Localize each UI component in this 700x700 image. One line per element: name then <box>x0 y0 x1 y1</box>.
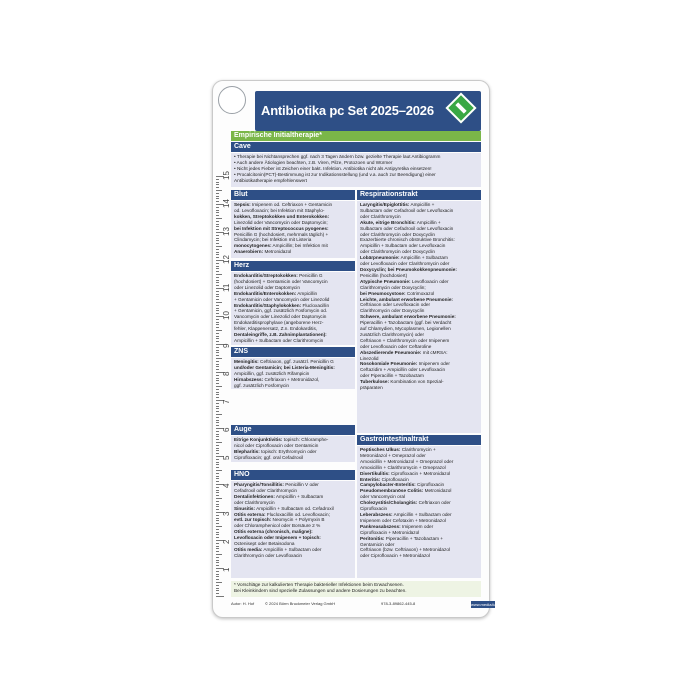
ruler-tick <box>216 305 219 306</box>
resp-line: Sulbactam oder Cefadroxil oder Levofloxacin <box>360 207 454 213</box>
hno-line: Dentalinfektionen: Ampicillin + Sulbactam <box>234 493 324 499</box>
ruler-tick <box>216 478 219 479</box>
ruler-tick <box>216 324 219 325</box>
ruler-tick <box>216 198 219 199</box>
blut-box <box>231 201 355 258</box>
herz-line: + Gentamicin, ggf. zusätzlich Fosfomycin od. <box>234 308 328 314</box>
herz-line: (hochdosiert) + Gentamicin oder Vancomycin <box>234 278 328 284</box>
ruler-tick <box>216 210 219 211</box>
antibiotika-pocket-card <box>212 80 505 618</box>
resp-line: Ceftriaxon oder Levofloxacin oder <box>360 302 431 308</box>
hno-line: oder Chloramphenicol oder Borsäure 2 % <box>234 523 321 529</box>
resp-line: Akute, eitrige Bronchitis: Ampicillin + <box>360 219 441 225</box>
ruler-tick <box>216 313 219 314</box>
ruler-label: 11 <box>222 283 231 292</box>
herz-line: Endokarditisprophylaxe (angeborene Herz- <box>234 320 324 326</box>
resp-line: Schwere, ambulant erworbene Pneumonie: <box>360 314 456 320</box>
resp-line: bei Pneumocystose: Cotrimoxazol <box>360 290 435 296</box>
cave-heading: Cave <box>231 142 481 152</box>
zns-line: und/oder Gentamicin; bei Listeria-Meningitis: <box>234 364 335 370</box>
cave-line: Antibiotikatherapie empfehlenswert <box>234 177 307 183</box>
ruler-tick <box>216 501 219 502</box>
ruler-tick <box>216 408 219 409</box>
ruler-label: 15 <box>222 171 231 180</box>
gastro-line: Pankreasabszess: Imipenem oder <box>360 523 434 529</box>
ruler-tick <box>216 341 219 342</box>
footnote-line: * Vorschläge zur kalkulierten Therapie bakterieller Infektionen beim Erwachsenen. <box>234 582 404 587</box>
ruler-tick <box>216 383 219 384</box>
ruler-tick <box>216 302 222 303</box>
hno-line: Pharyngitis/Tonsillitis: Penicillin V oder <box>234 482 319 487</box>
ruler-tick <box>216 417 219 418</box>
zns-line: Hirnabszess: Ceftriaxon + Metronidazol, <box>234 376 320 382</box>
ruler-tick <box>216 551 219 552</box>
ruler-tick <box>216 588 219 589</box>
blut-line: bei Infektion mit Streptococcus pyogenes: <box>234 225 329 231</box>
ruler-tick <box>216 330 222 331</box>
ruler-tick <box>216 590 219 591</box>
publisher-logo-icon <box>445 92 476 123</box>
ruler-tick <box>216 414 222 415</box>
hno-heading: HNO <box>231 470 355 480</box>
resp-line: oder Clarithromycin oder Doxycyclin <box>360 231 436 237</box>
resp-line: präparaten <box>360 385 383 391</box>
ruler-tick <box>216 322 219 323</box>
hno-line: Octenisept oder Betaisodona <box>234 541 295 547</box>
herz-line: + Gentamicin oder Vancomycin oder Linezolid <box>234 296 330 302</box>
ruler-tick <box>216 576 219 577</box>
hno-line: Otitis media: Ampicillin + Sulbactam oder <box>234 546 322 552</box>
blut-line: Linezolid oder Vancomycin oder Daptomycin; <box>234 219 328 225</box>
resp-line: Penicillin (hochdosiert) <box>360 272 408 278</box>
ruler-tick <box>216 179 219 180</box>
hno-box <box>231 481 355 578</box>
ruler-tick <box>216 355 219 356</box>
ruler-tick <box>216 571 219 572</box>
hno-line: Otitis externa (chronisch, maligne): <box>234 529 313 535</box>
gastro-line: Leberabszess: Ampicillin + Sulbactam oder <box>360 511 452 517</box>
ruler-tick <box>216 263 219 264</box>
ruler-tick <box>216 299 219 300</box>
blut-heading: Blut <box>231 190 355 200</box>
ruler-tick <box>216 548 219 549</box>
resp-line: Nosokomiale Pneumonie: Imipenem oder <box>360 361 450 367</box>
ruler-label: 7 <box>222 399 231 404</box>
ruler-tick <box>216 481 219 482</box>
ruler-tick <box>216 184 219 185</box>
ruler-label: 14 <box>222 199 231 208</box>
hno-line: evtl. zur topisch: Neomycin + Polymyxin B <box>234 517 325 523</box>
ruler-tick <box>216 240 219 241</box>
resp-line: oder Levofloxacin oder Clarithromycin oder <box>360 261 450 267</box>
gastro-line: Cholezystitis/Cholangitis: Ceftriaxon oder <box>360 500 451 506</box>
cave-line: • Procalcitonin(PCT)-Bestimmung ist zur Indikationsstellung (und v.a. auch zur Beendigung) einer <box>234 171 436 177</box>
ruler-tick <box>216 364 219 365</box>
ruler-tick <box>216 294 219 295</box>
ruler-tick <box>216 406 219 407</box>
resp-line: Abszedierende Pneumonie: mit cMRSA: <box>360 349 448 355</box>
ruler-tick <box>216 224 219 225</box>
ruler-tick <box>216 182 219 183</box>
publisher-web-badge[interactable]: www.media4u.com <box>471 602 505 607</box>
ruler-tick <box>216 215 219 216</box>
ruler-tick <box>216 394 219 395</box>
ruler-tick <box>216 212 219 213</box>
ruler-tick <box>216 487 219 488</box>
gastro-line: Ciprofloxacin <box>360 506 388 512</box>
ruler-label: 9 <box>222 343 231 348</box>
ruler-label: 13 <box>222 227 231 236</box>
ruler-tick <box>216 252 219 253</box>
imprint-publisher: © 2024 Börm Bruckmeier Verlag GmbH <box>265 601 336 606</box>
ruler-tick <box>216 254 219 255</box>
hno-line: Clarithromycin oder Levofloxacin <box>234 552 302 558</box>
ruler-tick <box>216 495 219 496</box>
herz-line: Endokarditis/Streptokokken: Penicillin G <box>234 273 323 278</box>
ruler-tick <box>216 378 219 379</box>
ruler-tick <box>216 266 219 267</box>
ruler-tick <box>216 431 219 432</box>
cave-line: • Auch andere Ätiologien beachten, z.B. Viren, Pilze, Protozoen und Würmer <box>234 159 393 165</box>
blut-line: Sepsis: Imipenem od. Ceftriaxon + Gentamicin <box>234 202 333 207</box>
ruler-tick <box>216 420 219 421</box>
resp-line: Ampicillin + Sulbactam oder Levofloxacin <box>360 243 446 249</box>
ruler-tick <box>216 596 224 597</box>
ruler-tick <box>216 327 219 328</box>
herz-line: fehler, Klappenersatz, Z.n. Endokarditis, <box>234 326 318 332</box>
ruler-tick <box>216 246 222 247</box>
ruler <box>216 171 231 596</box>
ruler-tick <box>216 434 219 435</box>
blut-line: Clindamycin; bei Infektion mit Listeria <box>234 237 312 243</box>
blut-line: monocytogenes: Ampicillin; bei Infektion mit <box>234 243 328 249</box>
resp-line: Linezolid <box>360 355 379 361</box>
section-title: Empirische Initialtherapie* <box>231 131 481 141</box>
ruler-tick <box>216 280 219 281</box>
ruler-tick <box>216 308 219 309</box>
ruler-tick <box>216 436 219 437</box>
ruler-tick <box>216 439 219 440</box>
auge-line: nicol oder Ciprofloxacin oder Gentamicin <box>234 442 319 448</box>
gastro-line: Campylobacter-Enteritis: Ciprofloxacin <box>360 482 445 488</box>
ruler-tick <box>216 445 219 446</box>
ruler-tick <box>216 453 219 454</box>
ruler-tick <box>216 218 222 219</box>
cave-line: • Therapie bei Nichtansprechen ggf. nach 3 Tagen ändern bzw. gezielte Therapie laut Antibiogramm <box>234 154 441 159</box>
ruler-tick <box>216 470 222 471</box>
ruler-tick <box>216 336 219 337</box>
ruler-tick <box>216 201 219 202</box>
ruler-label: 12 <box>222 255 231 264</box>
ruler-tick <box>216 347 219 348</box>
gastro-line: Pseudomembranöse Colitis: Metronidazol <box>360 488 452 494</box>
ruler-tick <box>216 425 219 426</box>
ruler-tick <box>216 358 222 359</box>
ruler-tick <box>216 366 219 367</box>
blut-line: kokken, Streptokokken und Enterokokken: <box>234 213 330 219</box>
ruler-tick <box>216 585 219 586</box>
resp-line: Ceftriaxon + Clarithromycin oder Imipenem <box>360 337 450 343</box>
ruler-tick <box>216 274 222 275</box>
gastro-box <box>357 446 481 578</box>
gastro-line: Divertikulitis: Ciprofloxacin + Metronidazol <box>360 470 451 476</box>
herz-line: Endokarditis/Enterokokken: Ampicillin <box>234 290 318 296</box>
ruler-label: 5 <box>222 455 231 460</box>
hno-line: Levofloxacin oder Imipenem + topisch: <box>234 535 321 541</box>
ruler-tick <box>216 526 222 527</box>
ruler-tick <box>216 243 219 244</box>
ruler-tick <box>216 574 219 575</box>
card-title: Antibiotika pc Set 2025–2026 <box>261 103 434 118</box>
ruler-tick <box>216 557 219 558</box>
ruler-tick <box>216 462 219 463</box>
ruler-tick <box>216 490 219 491</box>
ruler-tick <box>216 257 219 258</box>
ruler-tick <box>216 546 219 547</box>
ruler-tick <box>216 554 222 555</box>
ruler-tick <box>216 193 219 194</box>
gastro-line: Metronidazol + Omeprazol oder <box>360 452 426 458</box>
ruler-label: 6 <box>222 427 231 432</box>
resp-line: auf Chlamydien, Mycoplasmen, Legionellen <box>360 326 451 332</box>
resp-line: Laryngitis/Epiglottitis: Ampicillin + <box>360 202 435 207</box>
blut-line: Anaerobiern: Metronidazol <box>234 249 292 255</box>
resp-line: Clarithromycin oder Doxycyclin; <box>360 284 426 290</box>
ruler-tick <box>216 361 219 362</box>
ruler-tick <box>216 403 219 404</box>
ruler-label: 10 <box>222 311 231 320</box>
resp-line: Atypische Pneumonie: Levofloxacin oder <box>360 278 449 284</box>
ruler-tick <box>216 380 219 381</box>
resp-line: Tuberkulose: Kombination von Spezial- <box>360 379 444 385</box>
ruler-tick <box>216 593 219 594</box>
ruler-tick <box>216 565 219 566</box>
ruler-tick <box>216 498 222 499</box>
ruler-tick <box>216 579 219 580</box>
ruler-tick <box>216 310 219 311</box>
resp-line: Piperacillin + Tazobactam (ggf. bei Verdacht <box>360 320 452 326</box>
herz-line: Ampicillin + Sulbactam oder Clarithromycin <box>234 337 324 343</box>
ruler-tick <box>216 534 219 535</box>
resp-line: Doxycyclin; bei Pneumokokkenpneumonie: <box>360 266 457 272</box>
herz-box <box>231 272 355 345</box>
hno-line: oder Clarithromycin <box>234 499 275 505</box>
auge-heading: Auge <box>231 425 355 435</box>
gastro-line: oder Vancomycin oral <box>360 494 405 500</box>
ruler-tick <box>216 226 219 227</box>
resp-line: oder Clarithromycin <box>360 213 401 219</box>
ruler-tick <box>216 375 219 376</box>
ruler-tick <box>216 504 219 505</box>
cave-box <box>231 153 481 187</box>
ruler-tick <box>216 221 219 222</box>
gastro-heading: Gastrointestinaltrakt <box>357 435 481 445</box>
gastro-line: Amoxicillin + Clarithromycin + Omeprazol <box>360 464 446 470</box>
blut-line: Penicillin G (hochdosiert, mehrmals täglich) + <box>234 231 329 237</box>
gastro-line: Peptisches Ulkus: Clarithromycin + <box>360 447 436 452</box>
herz-line: Vancomycin oder Linezolid oder Daptomycin <box>234 314 327 320</box>
ruler-tick <box>216 562 219 563</box>
zns-line: Meningitis: Ceftriaxon, ggf. zusätzl. Penicillin G <box>234 359 334 364</box>
gastro-line: Peritonitis: Piperacillin + Tazobactam + <box>360 535 444 541</box>
ruler-tick <box>216 537 219 538</box>
resp-line: oder Levofloxacin oder Ceftaroline <box>360 343 432 349</box>
ruler-tick <box>216 529 219 530</box>
ruler-tick <box>216 467 219 468</box>
punch-hole <box>218 86 246 114</box>
ruler-tick <box>216 442 222 443</box>
ruler-tick <box>216 509 219 510</box>
ruler-tick <box>216 271 219 272</box>
ruler-tick <box>216 235 219 236</box>
ruler-tick <box>216 560 219 561</box>
ruler-tick <box>216 229 219 230</box>
herz-heading: Herz <box>231 261 355 271</box>
ruler-tick <box>216 338 219 339</box>
blut-line: od. Levofloxacin; bei Infektion mit Staphylo- <box>234 207 325 213</box>
ruler-tick <box>216 207 219 208</box>
ruler-tick <box>216 249 219 250</box>
resp-line: Lobärpneumonie: Ampicillin + Sulbactam <box>360 255 448 261</box>
resp-box <box>357 201 481 433</box>
zns-heading: ZNS <box>231 347 355 357</box>
ruler-tick <box>216 450 219 451</box>
ruler-tick <box>216 411 219 412</box>
ruler-tick <box>216 333 219 334</box>
auge-line: Eitrige Konjunktivitis: topisch: Chloramphe- <box>234 437 329 442</box>
ruler-tick <box>216 277 219 278</box>
ruler-tick <box>216 296 219 297</box>
herz-line: Endokarditis/Staphylokokken: Flucloxacillin <box>234 302 330 308</box>
ruler-tick <box>216 473 219 474</box>
ruler-label: 3 <box>222 511 231 516</box>
ruler-tick <box>216 386 222 387</box>
gastro-line: Ceftriaxon (bzw. Ceftriaxon) + Metronidazol <box>360 547 451 553</box>
ruler-tick <box>216 448 219 449</box>
auge-line: Ciprofloxacin; ggf. oral Cefadroxil <box>234 454 304 460</box>
ruler-tick <box>216 389 219 390</box>
ruler-tick <box>216 282 219 283</box>
imprint-author: Autor: H. Hof <box>231 601 255 606</box>
auge-box <box>231 436 355 462</box>
ruler-tick <box>216 238 219 239</box>
resp-heading: Respirationstrakt <box>357 190 481 200</box>
ruler-tick <box>216 543 219 544</box>
zns-line: Ampicillin, ggf. zusätzlich Rifampicin <box>234 370 310 376</box>
ruler-tick <box>216 520 219 521</box>
resp-line: Clarithromycin oder Doxycyclin <box>360 308 425 314</box>
gastro-line: Enteritis: Ciprofloxacin <box>360 476 409 482</box>
ruler-tick <box>216 476 219 477</box>
cave-line: • Nicht jedes Fieber ist Zeichen einer bakt. Infektion. Antibiotika nicht als Antipyretika einsetzen! <box>234 165 432 171</box>
ruler-tick <box>216 492 219 493</box>
resp-line: Exazerbierte chronisch obstruktive Bronchitis: <box>360 237 455 243</box>
ruler-tick <box>216 459 219 460</box>
ruler-tick <box>216 392 219 393</box>
ruler-label: 2 <box>222 539 231 544</box>
ruler-tick <box>216 352 219 353</box>
ruler-tick <box>216 291 219 292</box>
ruler-tick <box>216 187 219 188</box>
herz-line: Dentaleingriffe, z.B. Zahnimplantationen): <box>234 332 327 338</box>
ruler-tick <box>216 397 219 398</box>
resp-line: oder Clarithromycin oder Doxycyclin <box>360 249 436 255</box>
zns-box <box>231 358 355 389</box>
resp-line: zusätzlich Clarithromycin) oder <box>360 331 425 337</box>
gastro-line: Ciprofloxacin + Metronidazol <box>360 529 420 535</box>
ruler-tick <box>216 268 219 269</box>
gastro-line: oder Ciprofloxacin + Metronidazol <box>360 553 430 559</box>
ruler-label: 8 <box>222 371 231 376</box>
zns-line: ggf. zusätzlich Fosfomycin <box>234 382 289 388</box>
ruler-tick <box>216 319 219 320</box>
hno-line: Sinusitis: Ampicillin + Sulbactam od. Cefadroxil <box>234 505 334 511</box>
hno-line: Otitis externa: Flucloxacillin od. Levofloxacin; <box>234 511 330 517</box>
hno-line: Cefadroxil oder Clarithromycin <box>234 487 298 493</box>
ruler-tick <box>216 515 219 516</box>
ruler-tick <box>216 506 219 507</box>
gastro-line: Amoxicillin + Metronidazol + Omeprazol oder <box>360 458 454 464</box>
footnote <box>231 581 481 597</box>
title-bar <box>255 91 481 131</box>
gastro-line: Gentamicin oder <box>360 541 395 547</box>
resp-line: Ceftazidim + Ampicillin oder Levofloxacin <box>360 367 446 373</box>
ruler-tick <box>216 523 219 524</box>
ruler-tick <box>216 422 219 423</box>
ruler-tick <box>216 350 219 351</box>
herz-line: oder Linezolid oder Daptomycin <box>234 284 300 290</box>
ruler-tick <box>216 190 222 191</box>
ruler-tick <box>216 369 219 370</box>
ruler-label: 4 <box>222 483 231 488</box>
ruler-tick <box>216 464 219 465</box>
resp-line: Leichte, ambulant erworbene Pneumonie: <box>360 296 453 302</box>
imprint-isbn: 978-3-89862-445-8 <box>381 601 416 606</box>
resp-line: Sulbactam oder Cefadroxil oder Levofloxacin <box>360 225 454 231</box>
gastro-line: Imipenem oder Cefotaxim + Metronidazol <box>360 517 446 523</box>
ruler-tick <box>216 518 219 519</box>
auge-line: Blepharitis: topisch: Erythromycin oder <box>234 448 317 454</box>
ruler-tick <box>216 196 219 197</box>
ruler-tick <box>216 532 219 533</box>
resp-line: oder Piperacillin + Tazobactam <box>360 373 424 379</box>
ruler-label: 1 <box>222 567 231 572</box>
ruler-tick <box>216 285 219 286</box>
footnote-line: Bei Kleinkindern sind spezielle Zulassungen und andere Dosierungen zu beachten. <box>234 588 407 593</box>
ruler-tick <box>216 582 222 583</box>
